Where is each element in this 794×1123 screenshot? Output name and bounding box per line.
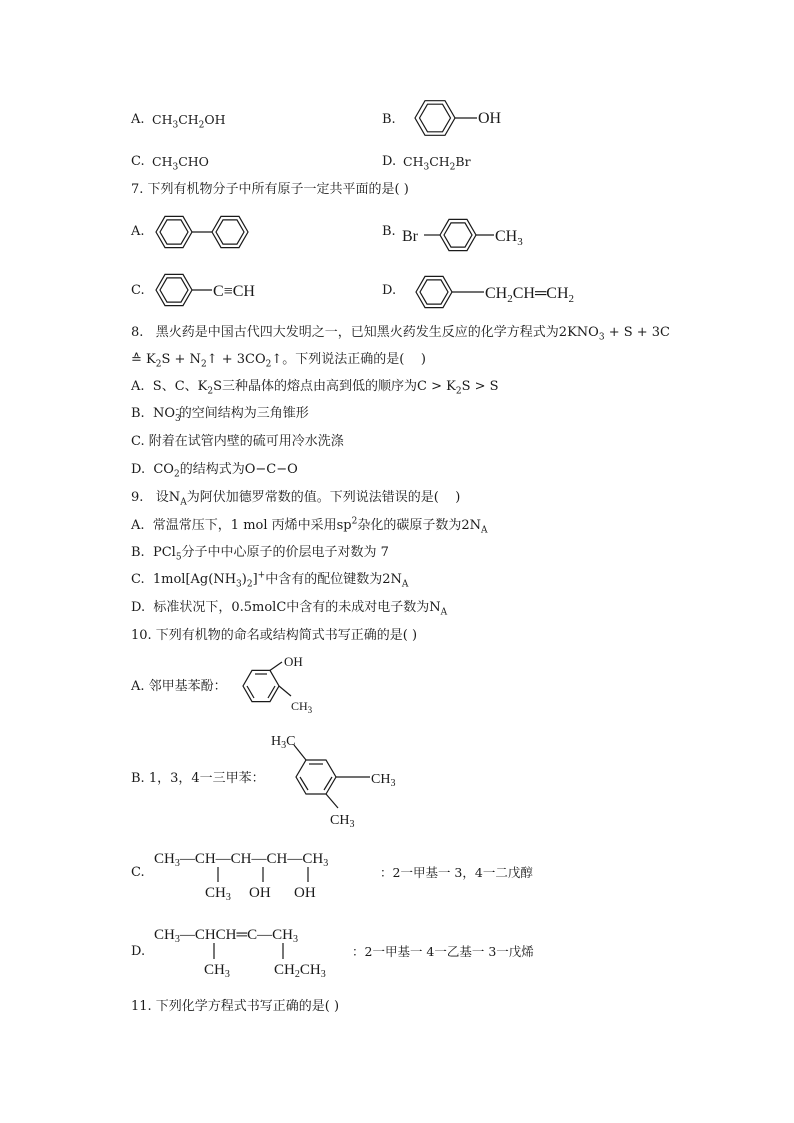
q10-option-b-label: B. 1，3，4一三甲苯： — [131, 771, 265, 786]
q7-bromotoluene-structure — [400, 212, 570, 256]
q8-stem-line2: ≙ $K_2S$ + $N_2↑$ + $3CO_2↑$。下列说法正确的是( ) — [131, 352, 426, 370]
q10-option-a-label: A. 邻甲基苯酚： — [131, 679, 227, 694]
q6-option-b-label: B. — [382, 112, 396, 127]
q6-option-c-formula: $CH_3CHO$ — [152, 154, 209, 173]
q7-stem: 7. 下列有机物分子中所有原子一定共平面的是( ) — [131, 182, 409, 197]
q7-allyl-label: $CH_2CH═CH_2$ — [485, 285, 575, 305]
q10-option-c-label: C. — [131, 865, 145, 880]
q7-allylbenzene-structure — [410, 270, 630, 314]
q11-stem: 11. 下列化学方程式书写正确的是( ) — [131, 999, 340, 1014]
q10-a-oh: OH — [284, 654, 303, 669]
q10-stem: 10. 下列有机物的命名或结构简式书写正确的是( ) — [131, 628, 418, 643]
q6-phenol-structure — [405, 93, 535, 143]
q7-phenylacetylene-structure — [150, 268, 300, 312]
q10-d-sub-ethyl: $CH_2CH_3$ — [274, 962, 326, 980]
q9-option-b: B. PCl$_5$分子中中心原子的价层电子对数为 7 — [131, 545, 389, 563]
q6-option-c-label: C. — [131, 154, 145, 169]
q8-stem-line1: 8. 黑火药是中国古代四大发明之一，已知黑火药发生反应的化学方程式为$2KNO_3 + S + 3C$ — [131, 325, 671, 343]
q10-b-ch3-bottom: $CH_3$ — [330, 813, 355, 830]
q7-option-c-label: C. — [131, 283, 145, 298]
q6-option-a-formula: $CH_3CH_2OH$ — [152, 112, 226, 131]
q9-option-d: D. 标准状况下，0.5molC中含有的未成对电子数为$N_A$ — [131, 600, 448, 618]
q6-phenol-oh: OH — [478, 110, 502, 127]
q10-option-c-structure — [152, 845, 392, 905]
q6-option-d-label: D. — [382, 154, 397, 169]
q7-ch3-label: $CH_3$ — [495, 228, 523, 248]
q8-option-c: C. 附着在试管内壁的硫可用冷水洗涤 — [131, 434, 344, 449]
q10-trimethylbenzene-structure — [268, 728, 418, 828]
q7-br-label: Br — [402, 228, 418, 245]
q10-b-h3c: $H_3C$ — [271, 734, 296, 751]
q7-option-d-label: D. — [382, 283, 397, 298]
q7-alkyne-label: C≡CH — [213, 283, 255, 300]
q10-c-sub-oh2: OH — [294, 885, 316, 901]
q10-option-d-name: ：2一甲基一 4一乙基一 3一戊烯 — [352, 944, 534, 959]
q10-c-sub-ch3: $CH_3$ — [205, 885, 231, 903]
q6-option-a-label: A. — [131, 112, 145, 127]
q8-option-a: A. S、C、$K_2S$三种晶体的熔点由高到低的顺序为$C > K_2S > S$ — [131, 379, 499, 397]
q9-option-c: C. $1mol[Ag(NH_3)_2]^+$中含有的配位键数为$2N_A$ — [131, 570, 409, 590]
q7-option-b-label: B. — [382, 224, 396, 239]
q10-option-d-label: D. — [131, 944, 146, 959]
q10-o-cresol-structure — [238, 652, 328, 718]
q9-option-a: A. 常温常压下，1 mol 丙烯中采用$sp^2$杂化的碳原子数为$2N_A$ — [131, 516, 488, 536]
q10-c-sub-oh1: OH — [249, 885, 271, 901]
q10-d-sub-ch3: $CH_3$ — [204, 962, 230, 980]
q6-option-d-formula: $CH_3CH_2Br$ — [403, 154, 471, 173]
q10-option-c-name: ：2一甲基一 3，4一二戊醇 — [380, 865, 533, 880]
q7-option-a-label: A. — [131, 224, 145, 239]
q9-stem: 9. 设$N_A$为阿伏加德罗常数的值。下列说法错误的是( ) — [131, 490, 461, 508]
q8-option-b: B. $NO_3^-$的空间结构为三角锥形 — [131, 404, 309, 424]
q7-biphenyl-structure — [150, 210, 290, 254]
q8-option-d: D. $CO_2$的结构式为O−C−O — [131, 462, 298, 480]
q10-b-ch3-right: $CH_3$ — [371, 772, 396, 789]
q10-a-ch3: $CH_3$ — [291, 699, 313, 715]
q10-c-main-chain: $CH_3—CH—CH—CH—CH_3$ — [154, 851, 329, 869]
q10-d-main-chain: $CH_3—CHCH═C—CH_3$ — [154, 927, 298, 945]
